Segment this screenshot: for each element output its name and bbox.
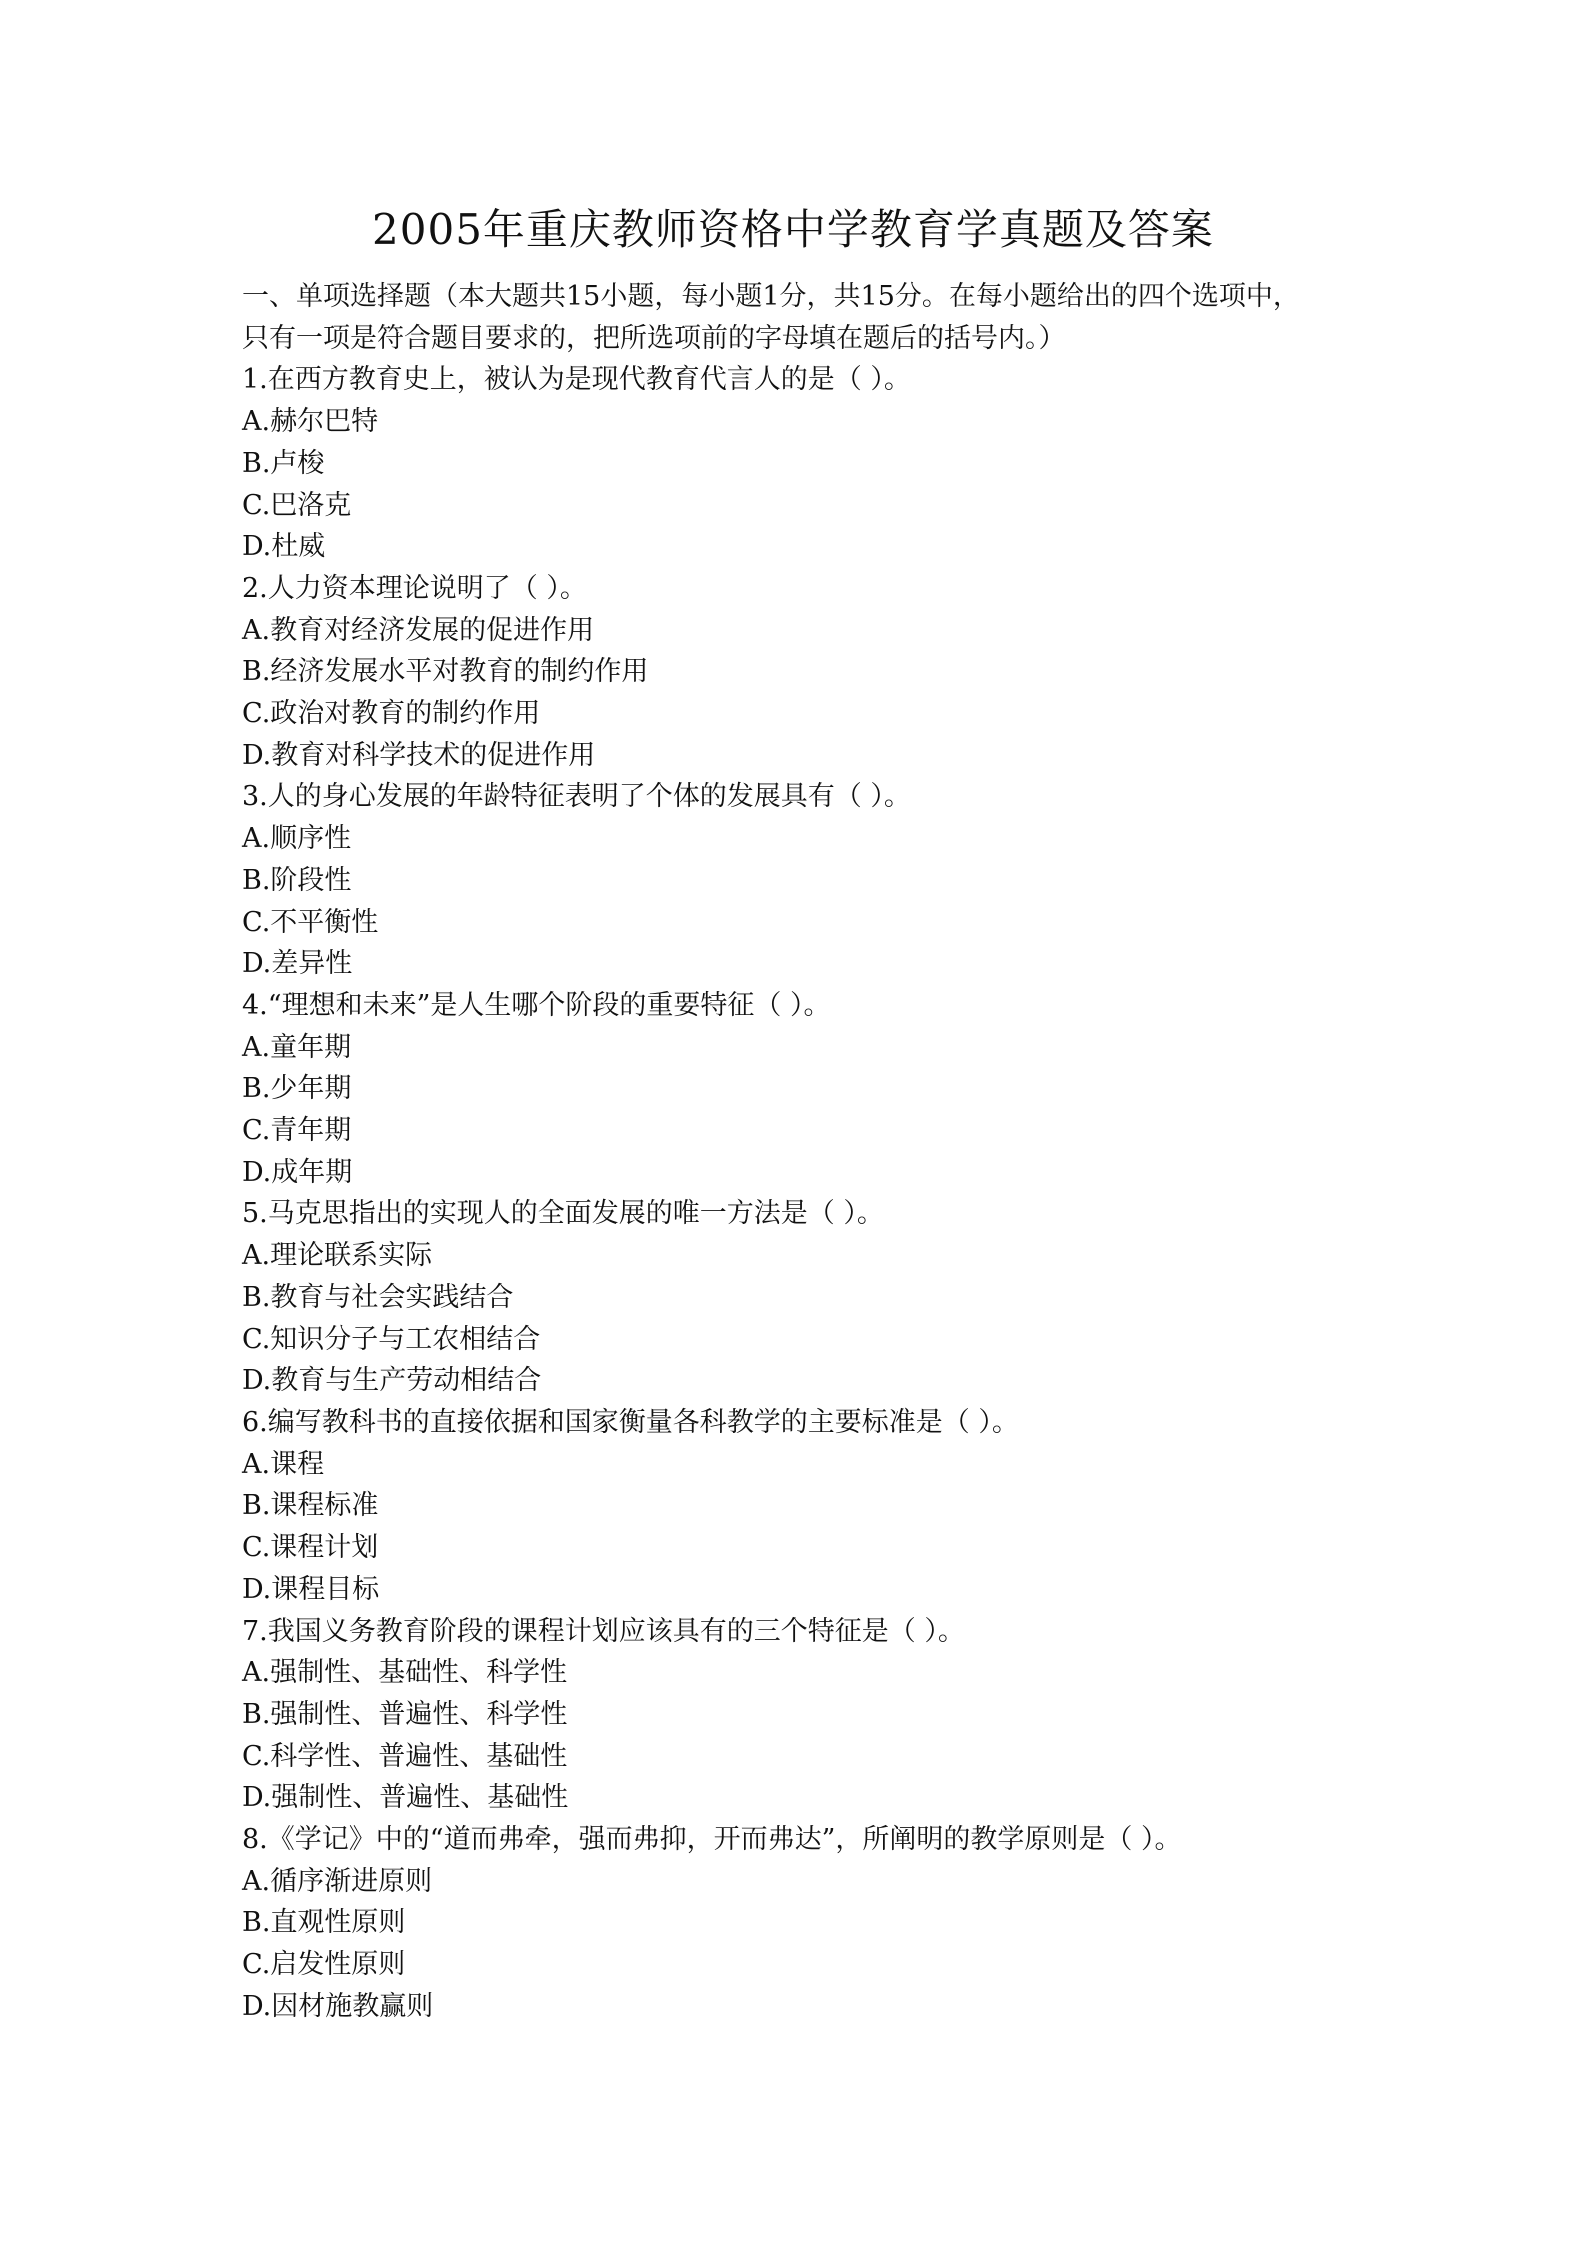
answer-option: B.教育与社会实践结合 [242, 1281, 514, 1313]
document-body [242, 276, 1362, 2028]
question-block [242, 359, 1362, 568]
answer-option: A.课程 [242, 1448, 325, 1480]
answer-option: C.启发性原则 [242, 1949, 406, 1981]
question-stem: 3.人的身心发展的年龄特征表明了个体的发展具有（ ）。 [242, 781, 911, 813]
answer-option: D.因材施教赢则 [242, 1990, 434, 2022]
answer-option: D.教育对科学技术的促进作用 [242, 739, 596, 771]
answer-option: C.科学性、普遍性、基础性 [242, 1740, 568, 1772]
question-stem: 8.《学记》中的“道而弗牵，强而弗抑，开而弗达”，所阐明的教学原则是（ ）。 [242, 1824, 1182, 1856]
answer-option: B.经济发展水平对教育的制约作用 [242, 656, 649, 688]
answer-option: D.差异性 [242, 948, 353, 980]
answer-option: A.顺序性 [242, 823, 352, 855]
answer-option: C.知识分子与工农相结合 [242, 1323, 541, 1355]
question-stem: 1.在西方教育史上，被认为是现代教育代言人的是（ ）。 [242, 364, 911, 396]
question-stem: 5.马克思指出的实现人的全面发展的唯一方法是（ ）。 [242, 1198, 884, 1230]
answer-option: D.成年期 [242, 1156, 353, 1188]
question-stem: 6.编写教科书的直接依据和国家衡量各科教学的主要标准是（ ）。 [242, 1406, 1019, 1438]
question-block [242, 568, 1362, 777]
answer-option: C.不平衡性 [242, 906, 379, 938]
question-block [242, 1819, 1362, 2028]
answer-option: C.青年期 [242, 1115, 352, 1147]
section-intro-line: 一、单项选择题（本大题共15小题，每小题1分，共15分。在每小题给出的四个选项中， [242, 281, 1300, 312]
answer-option: A.教育对经济发展的促进作用 [242, 614, 595, 646]
question-block [242, 1402, 1362, 1611]
answer-option: A.赫尔巴特 [242, 406, 379, 438]
answer-option: B.强制性、普遍性、科学性 [242, 1698, 568, 1730]
answer-option: D.教育与生产劳动相结合 [242, 1365, 542, 1397]
answer-option: A.循序渐进原则 [242, 1865, 433, 1897]
question-block [242, 1193, 1362, 1402]
answer-option: B.直观性原则 [242, 1907, 406, 1939]
answer-option: C.政治对教育的制约作用 [242, 698, 541, 730]
document-title: 2005年重庆教师资格中学教育学真题及答案 [372, 205, 1214, 254]
question-block [242, 1611, 1362, 1820]
answer-option: A.强制性、基础性、科学性 [242, 1657, 568, 1689]
section-intro-line: 只有一项是符合题目要求的，把所选项前的字母填在题后的括号内。） [242, 322, 1066, 354]
question-block [242, 776, 1362, 985]
question-stem: 4.“理想和未来”是人生哪个阶段的重要特征（ ）。 [242, 989, 831, 1021]
answer-option: D.杜威 [242, 531, 326, 563]
answer-option: C.巴洛克 [242, 489, 352, 521]
answer-option: B.卢梭 [242, 447, 325, 479]
answer-option: C.课程计划 [242, 1532, 379, 1564]
answer-option: B.阶段性 [242, 864, 352, 896]
answer-option: A.理论联系实际 [242, 1240, 433, 1272]
answer-option: D.强制性、普遍性、基础性 [242, 1782, 569, 1814]
answer-option: B.课程标准 [242, 1490, 379, 1522]
question-block [242, 985, 1362, 1194]
question-stem: 2.人力资本理论说明了（ ）。 [242, 572, 587, 604]
answer-option: B.少年期 [242, 1073, 352, 1105]
question-stem: 7.我国义务教育阶段的课程计划应该具有的三个特征是（ ）。 [242, 1615, 965, 1647]
section-intro [242, 276, 1362, 359]
answer-option: D.课程目标 [242, 1573, 380, 1605]
answer-option: A.童年期 [242, 1031, 352, 1063]
